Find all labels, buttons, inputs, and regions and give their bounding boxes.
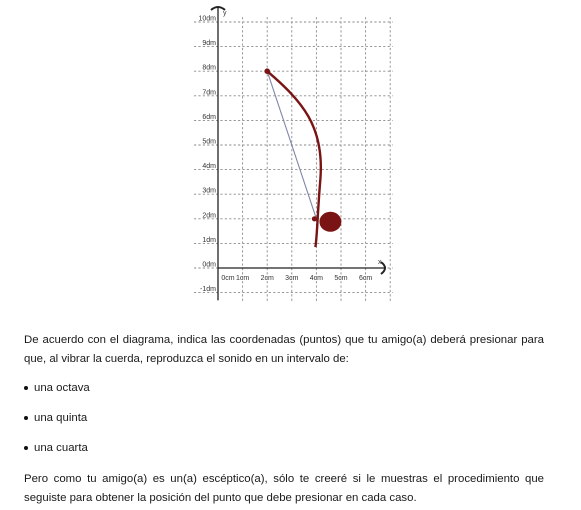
y-tick-labels <box>198 16 216 294</box>
bullet-dot-icon <box>24 416 28 420</box>
x-tick-label: 2cm <box>260 275 274 282</box>
y-tick-label: 4dm <box>202 163 216 171</box>
y-tick-label: 6dm <box>202 113 216 121</box>
y-tick-label: 10dm <box>198 15 216 23</box>
dashed-grid <box>194 17 393 302</box>
y-tick-label: 5dm <box>202 138 216 146</box>
x-tick-labels <box>221 275 372 282</box>
y-tick-label: 7dm <box>202 89 216 97</box>
x-tick-label: 4cm <box>309 275 324 282</box>
coordinate-diagram <box>0 0 400 305</box>
x-tick-label: 0cm <box>221 275 235 282</box>
x-tick-label: 6cm <box>358 275 373 282</box>
y-tick-label: 9dm <box>202 40 216 48</box>
x-tick-label: 5cm <box>334 275 348 282</box>
y-tick-label: 3dm <box>202 187 216 195</box>
instruction-paragraph: De acuerdo con el diagrama, indica las coordenadas (puntos) que tu amigo(a) deberá presionar para que, al vibrar la cuerda, reproduzca el sonido en un intervalo de: <box>24 334 544 365</box>
y-tick-label: 2dm <box>202 212 216 220</box>
bullet-dot-icon <box>24 446 28 450</box>
x-tick-label: 1cm <box>235 275 250 282</box>
x-axis-name: x <box>378 259 382 266</box>
bottom-point-marker <box>312 216 317 221</box>
bullet-item <box>24 380 90 396</box>
bullet-label: una octava <box>34 382 90 394</box>
bullet-dot-icon <box>24 386 28 390</box>
y-tick-label: -1dm <box>200 286 216 294</box>
closing-paragraph: Pero como tu amigo(a) es un(a) escéptico(a), sólo te creeré si le muestras el procedimiento que seguiste para obtener la posición del punto que debe presionar en cada caso. <box>24 473 544 504</box>
pendulum-weight <box>319 212 341 232</box>
x-tick-label: 3cm <box>285 275 299 282</box>
bullet-item <box>24 440 88 456</box>
bullet-label: una cuarta <box>34 442 88 454</box>
bullet-item <box>24 410 87 426</box>
vibrating-string <box>264 68 341 247</box>
axes <box>211 7 386 300</box>
top-point-marker <box>264 68 270 74</box>
y-tick-label: 8dm <box>202 64 216 72</box>
y-tick-label: 1dm <box>202 236 216 244</box>
y-tick-label: 0dm <box>202 261 216 269</box>
y-axis-name: y <box>223 10 227 17</box>
bullet-label: una quinta <box>34 412 88 424</box>
